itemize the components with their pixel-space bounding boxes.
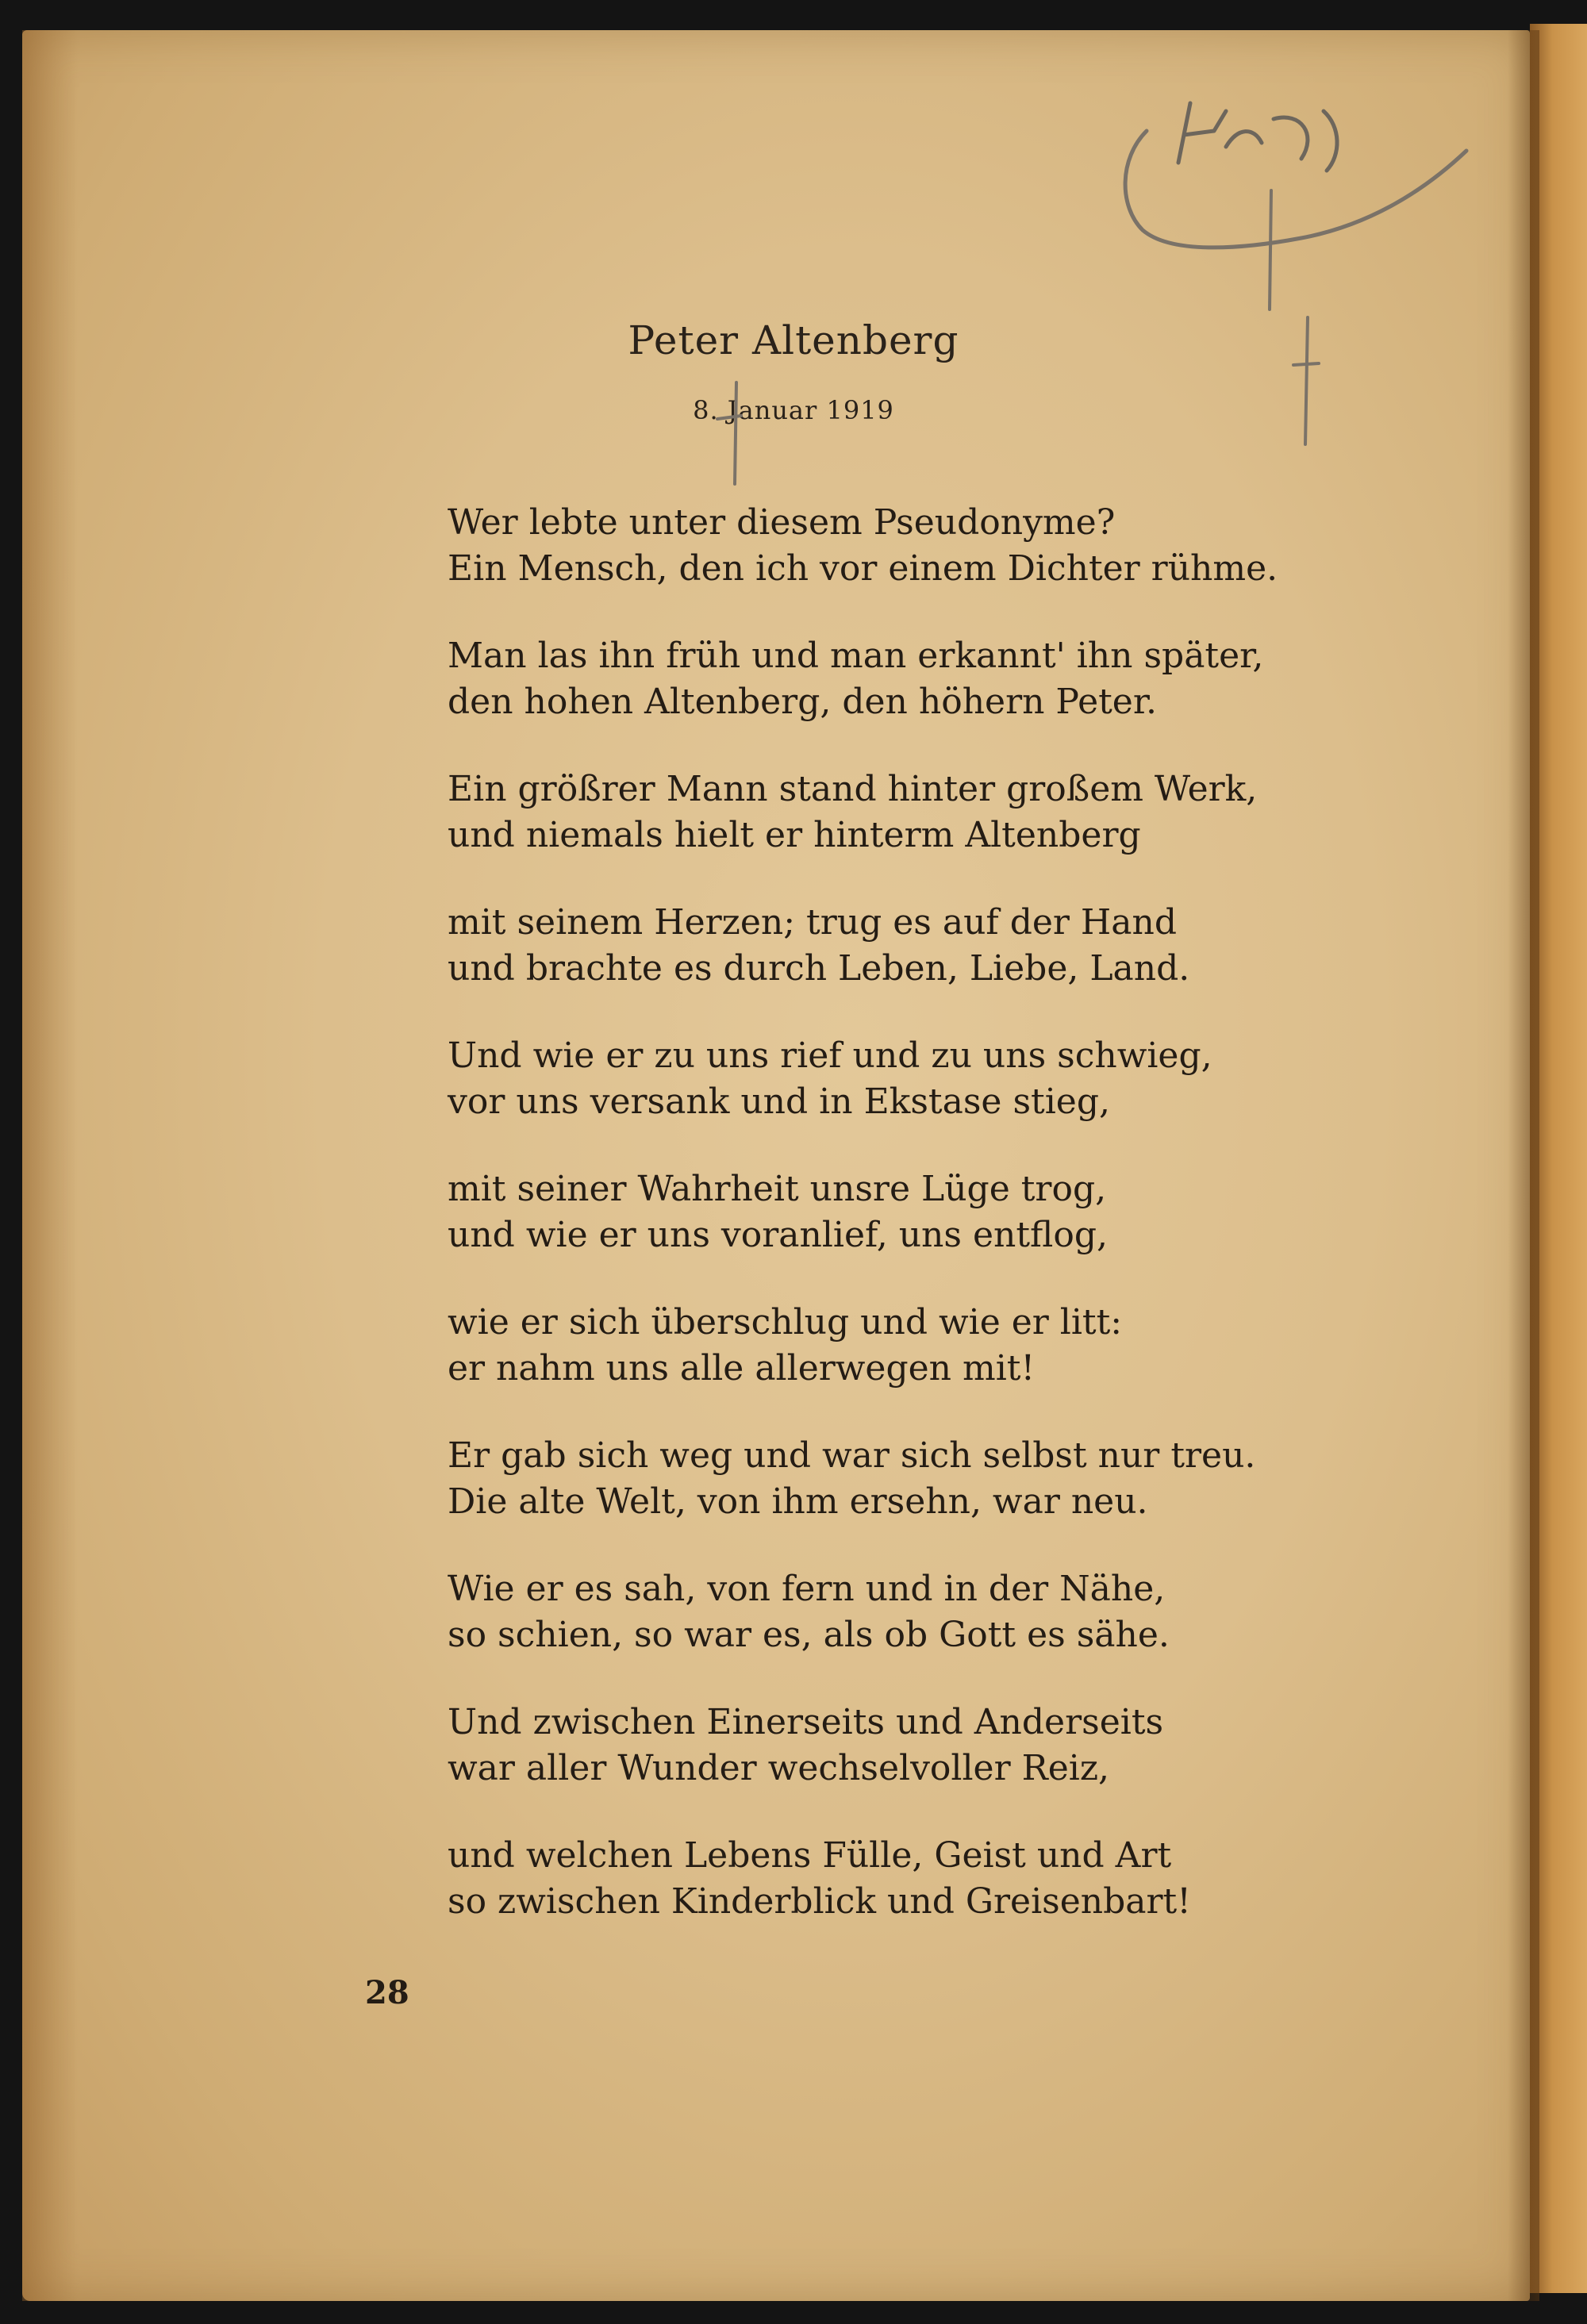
poem-line: den hohen Altenberg, den höhern Peter. [448,682,1158,722]
poem-title: Peter Altenberg [628,317,959,363]
poem-line: so zwischen Kinderblick und Greisenbart! [448,1881,1191,1922]
poem-line: Ein Mensch, den ich vor einem Dichter rühme. [448,548,1278,589]
stanza [448,1166,1400,1258]
poem-line: und niemals hielt er hinterm Altenberg [448,815,1141,855]
stanza [448,1833,1400,1925]
poem-line: mit seinem Herzen; trug es auf der Hand [448,902,1178,943]
stanza [448,1033,1400,1125]
stanza [448,1433,1400,1525]
poem-line: und wie er uns voranlief, uns entflog, [448,1215,1109,1255]
stanza [448,1300,1400,1392]
stanza [448,900,1400,992]
poem-line: und welchen Lebens Fülle, Geist und Art [448,1835,1172,1876]
poem-line: Man las ihn früh und man erkannt' ihn später, [448,636,1264,676]
poem-line: Ein größrer Mann stand hinter großem Werk, [448,769,1258,809]
stanza [448,1700,1400,1792]
poem-line: wie er sich überschlug und wie er litt: [448,1302,1123,1343]
stanza [448,500,1400,592]
poem-line: Wer lebte unter diesem Pseudonyme? [448,502,1116,543]
poem-line: Er gab sich weg und war sich selbst nur treu. [448,1435,1256,1476]
page-number: 28 [365,1974,409,2011]
poem-line: so schien, so war es, als ob Gott es sähe. [448,1615,1170,1655]
poem-line: Und wie er zu uns rief und zu uns schwieg, [448,1035,1212,1076]
page-edge-shading [22,30,78,2301]
poem-line: und brachte es durch Leben, Liebe, Land. [448,948,1190,989]
binding-shadow [1508,30,1539,2301]
stanza [448,1566,1400,1658]
poem-line: Wie er es sah, von fern und in der Nähe, [448,1569,1166,1609]
poem-line: war aller Wunder wechselvoller Reiz, [448,1748,1110,1788]
poem-line: Die alte Welt, von ihm ersehn, war neu. [448,1481,1148,1522]
poem-line: mit seiner Wahrheit unsre Lüge trog, [448,1169,1107,1209]
stanza [448,633,1400,725]
poem-line: er nahm uns alle allerwegen mit! [448,1348,1036,1389]
poem-line: Und zwischen Einerseits und Anderseits [448,1702,1164,1742]
book-page [22,30,1530,2301]
stanza [448,766,1400,859]
poem-line: vor uns versank und in Ekstase stieg, [448,1081,1110,1122]
poem-date: 8. Januar 1919 [693,395,894,425]
